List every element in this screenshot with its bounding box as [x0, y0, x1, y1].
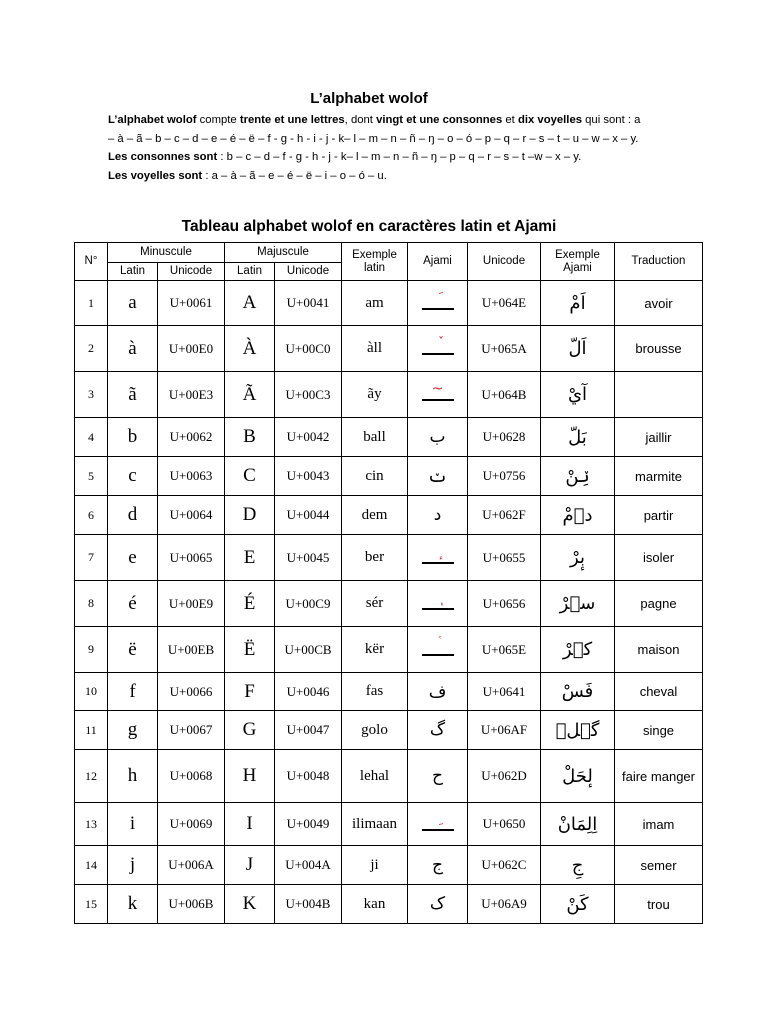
example-ajami: [541, 535, 615, 581]
majuscule-letter: K: [225, 885, 275, 924]
example-latin: golo: [342, 711, 408, 750]
intro-text-4: qui sont : a – à – ã – b – c – d – e – é – ë – f - g - h - i - j - k– l – m – n – ñ – ŋ – o – ó – p – q – r – s – t – u – w – x – y.: [108, 114, 641, 145]
ajami-baseline: [422, 654, 454, 656]
example-latin: ãy: [342, 372, 408, 418]
row-number: 4: [75, 418, 108, 457]
ajami-unicode: U+0650: [468, 803, 541, 846]
example-ajami-word: بٕرْ: [570, 547, 585, 568]
consonants-label: Les consonnes sont: [108, 151, 218, 163]
row-number: 5: [75, 457, 108, 496]
example-ajami-word: بَلّ: [568, 426, 587, 448]
header-row-1: [75, 243, 703, 263]
table-row: [75, 326, 703, 372]
example-ajami-word: فَسْ: [561, 681, 594, 702]
row-number: 1: [75, 281, 108, 326]
intro-bold-3: vingt et une consonnes: [376, 114, 503, 126]
alphabet-table: [74, 242, 703, 924]
ajami-glyph: [422, 333, 454, 359]
col-header-ajami: Ajami: [408, 243, 468, 281]
ajami-character: [408, 418, 468, 457]
minuscule-unicode: U+00EB: [158, 627, 225, 673]
majuscule-letter: J: [225, 846, 275, 885]
col-header-exemple-ajami: Exemple Ajami: [541, 243, 615, 281]
example-latin: lehal: [342, 750, 408, 803]
example-ajami: [541, 627, 615, 673]
minuscule-unicode: U+0065: [158, 535, 225, 581]
ajami-glyph: ح: [432, 766, 443, 786]
ajami-diacritic: [422, 335, 454, 351]
example-ajami-word: کَنْ: [566, 893, 589, 915]
example-ajami: [541, 281, 615, 326]
minuscule-letter: i: [108, 803, 158, 846]
vowels-list: : a – à – ã – e – é – ë – i – o – ó – u.: [202, 169, 387, 182]
ajami-baseline: [422, 399, 454, 401]
table-row: [75, 418, 703, 457]
ajami-glyph: [422, 542, 454, 568]
ajami-character: [408, 885, 468, 924]
ajami-diacritic: [422, 590, 454, 606]
table-row: [75, 803, 703, 846]
translation: isoler: [615, 535, 703, 581]
ajami-glyph: [422, 588, 454, 614]
row-number: 9: [75, 627, 108, 673]
ajami-character: [408, 711, 468, 750]
minuscule-letter: g: [108, 711, 158, 750]
example-ajami: [541, 372, 615, 418]
ajami-diacritic: [422, 290, 454, 306]
minuscule-unicode: U+00E9: [158, 581, 225, 627]
row-number: 8: [75, 581, 108, 627]
majuscule-letter: G: [225, 711, 275, 750]
table-row: [75, 535, 703, 581]
minuscule-letter: ë: [108, 627, 158, 673]
example-latin: ber: [342, 535, 408, 581]
translation: partir: [615, 496, 703, 535]
ajami-baseline: [422, 562, 454, 564]
translation: marmite: [615, 457, 703, 496]
example-ajami: [541, 885, 615, 924]
ajami-unicode: U+0641: [468, 673, 541, 711]
row-number: 14: [75, 846, 108, 885]
majuscule-unicode: U+0044: [275, 496, 342, 535]
row-number: 6: [75, 496, 108, 535]
ajami-unicode: U+0655: [468, 535, 541, 581]
ajami-unicode: U+065E: [468, 627, 541, 673]
table-row: [75, 750, 703, 803]
ajami-diacritic: [422, 544, 454, 560]
col-header-majuscule: Majuscule: [225, 243, 342, 263]
ajami-character: [408, 535, 468, 581]
example-latin: dem: [342, 496, 408, 535]
majuscule-letter: À: [225, 326, 275, 372]
ajami-unicode: U+0656: [468, 581, 541, 627]
majuscule-unicode: U+0049: [275, 803, 342, 846]
example-ajami-word: دٜمْ: [562, 504, 593, 526]
ajami-character: [408, 627, 468, 673]
example-ajami: [541, 711, 615, 750]
majuscule-unicode: U+0046: [275, 673, 342, 711]
table-row: [75, 673, 703, 711]
minuscule-unicode: U+0067: [158, 711, 225, 750]
col-header-maj-unicode: Unicode: [275, 263, 342, 281]
minuscule-unicode: U+0062: [158, 418, 225, 457]
minuscule-letter: c: [108, 457, 158, 496]
intro-paragraph: [108, 111, 648, 148]
table-row: [75, 627, 703, 673]
example-ajami-word: اَمْ: [569, 292, 586, 314]
example-ajami: [541, 803, 615, 846]
ajami-character: [408, 846, 468, 885]
example-ajami-word: كٞرْ: [562, 639, 593, 660]
ajami-unicode: U+0756: [468, 457, 541, 496]
table-row: [75, 457, 703, 496]
translation: [615, 372, 703, 418]
ajami-glyph: ب: [429, 427, 446, 447]
minuscule-letter: f: [108, 673, 158, 711]
ajami-unicode: U+062C: [468, 846, 541, 885]
translation: pagne: [615, 581, 703, 627]
minuscule-unicode: U+006B: [158, 885, 225, 924]
majuscule-letter: D: [225, 496, 275, 535]
ajami-character: [408, 803, 468, 846]
ajami-baseline: [422, 829, 454, 831]
ajami-glyph: [422, 379, 454, 405]
consonants-line: [108, 148, 648, 167]
minuscule-letter: a: [108, 281, 158, 326]
majuscule-letter: É: [225, 581, 275, 627]
vowels-label: Les voyelles sont: [108, 169, 203, 182]
example-ajami-word: جِ: [571, 854, 584, 876]
example-latin: ilimaan: [342, 803, 408, 846]
example-ajami: [541, 326, 615, 372]
minuscule-unicode: U+0064: [158, 496, 225, 535]
example-latin: am: [342, 281, 408, 326]
ajami-character: [408, 581, 468, 627]
minuscule-letter: h: [108, 750, 158, 803]
majuscule-unicode: U+00CB: [275, 627, 342, 673]
ajami-unicode: U+065A: [468, 326, 541, 372]
majuscule-letter: B: [225, 418, 275, 457]
ajami-glyph: ج: [432, 855, 443, 875]
majuscule-unicode: U+0043: [275, 457, 342, 496]
minuscule-unicode: U+0068: [158, 750, 225, 803]
table-row: [75, 581, 703, 627]
minuscule-unicode: U+0066: [158, 673, 225, 711]
ajami-character: [408, 372, 468, 418]
col-header-minuscule: Minuscule: [108, 243, 225, 263]
minuscule-letter: é: [108, 581, 158, 627]
example-ajami-word: اَلّ: [568, 338, 587, 359]
row-number: 13: [75, 803, 108, 846]
row-number: 12: [75, 750, 108, 803]
ajami-glyph: گ: [429, 720, 446, 740]
col-header-maj-latin: Latin: [225, 263, 275, 281]
intro-bold-1: L’alphabet wolof: [108, 114, 197, 126]
translation: brousse: [615, 326, 703, 372]
table-body: [75, 281, 703, 924]
row-number: 15: [75, 885, 108, 924]
majuscule-letter: C: [225, 457, 275, 496]
translation: maison: [615, 627, 703, 673]
example-ajami-word: گٝلٝ: [555, 719, 600, 741]
minuscule-unicode: U+0061: [158, 281, 225, 326]
intro-text-3: et: [502, 114, 518, 126]
example-ajami: [541, 750, 615, 803]
example-ajami-word: اِلِمَانْ: [557, 813, 598, 835]
ajami-unicode: U+062D: [468, 750, 541, 803]
example-ajami-word: سٖرْ: [559, 593, 596, 614]
minuscule-letter: ã: [108, 372, 158, 418]
intro-text: [108, 111, 648, 185]
intro-text-2: , dont: [344, 114, 377, 126]
ajami-diacritic: [422, 811, 454, 827]
col-header-exemple-latin: Exemple latin: [342, 243, 408, 281]
example-latin: ball: [342, 418, 408, 457]
example-latin: cin: [342, 457, 408, 496]
majuscule-letter: F: [225, 673, 275, 711]
vowels-line: [108, 167, 648, 186]
majuscule-unicode: U+004B: [275, 885, 342, 924]
example-ajami: [541, 496, 615, 535]
majuscule-unicode: U+00C3: [275, 372, 342, 418]
example-latin: kër: [342, 627, 408, 673]
example-ajami-word: آيْ: [567, 384, 588, 405]
ajami-unicode: U+064B: [468, 372, 541, 418]
majuscule-unicode: U+00C0: [275, 326, 342, 372]
ajami-glyph: [422, 634, 454, 660]
minuscule-unicode: U+00E0: [158, 326, 225, 372]
page-title: L’alphabet wolof: [310, 90, 428, 107]
translation: trou: [615, 885, 703, 924]
majuscule-unicode: U+0041: [275, 281, 342, 326]
row-number: 3: [75, 372, 108, 418]
intro-text-1: compte: [196, 114, 240, 126]
ajami-character: [408, 496, 468, 535]
ajami-glyph: [422, 809, 454, 835]
minuscule-letter: k: [108, 885, 158, 924]
ajami-baseline: [422, 308, 454, 310]
row-number: 7: [75, 535, 108, 581]
minuscule-letter: b: [108, 418, 158, 457]
majuscule-unicode: U+004A: [275, 846, 342, 885]
table-title: Tableau alphabet wolof en caractères latin et Ajami: [181, 218, 557, 235]
translation: singe: [615, 711, 703, 750]
example-latin: kan: [342, 885, 408, 924]
majuscule-unicode: U+00C9: [275, 581, 342, 627]
ajami-character: [408, 326, 468, 372]
translation: faire manger: [615, 750, 703, 803]
col-header-min-unicode: Unicode: [158, 263, 225, 281]
majuscule-letter: I: [225, 803, 275, 846]
example-ajami: [541, 457, 615, 496]
intro-bold-4: dix voyelles: [517, 114, 583, 126]
majuscule-unicode: U+0048: [275, 750, 342, 803]
intro-bold-2: trente et une lettres: [239, 114, 345, 126]
col-header-min-latin: Latin: [108, 263, 158, 281]
minuscule-letter: d: [108, 496, 158, 535]
example-latin: ji: [342, 846, 408, 885]
consonants-list: : b – c – d – f - g - h - j - k– l – m – n – ñ – ŋ – p – q – r – s – t –w – x – y.: [217, 151, 582, 163]
majuscule-unicode: U+0042: [275, 418, 342, 457]
example-ajami: [541, 673, 615, 711]
row-number: 11: [75, 711, 108, 750]
ajami-unicode: U+06A9: [468, 885, 541, 924]
majuscule-unicode: U+0047: [275, 711, 342, 750]
majuscule-unicode: U+0045: [275, 535, 342, 581]
ajami-unicode: U+06AF: [468, 711, 541, 750]
ajami-baseline: [422, 608, 454, 610]
minuscule-letter: e: [108, 535, 158, 581]
ajami-diacritic: [422, 636, 454, 652]
table-row: [75, 711, 703, 750]
minuscule-unicode: U+006A: [158, 846, 225, 885]
ajami-glyph: ف: [428, 681, 447, 702]
ajami-unicode: U+064E: [468, 281, 541, 326]
row-number: 2: [75, 326, 108, 372]
translation: imam: [615, 803, 703, 846]
ajami-unicode: U+0628: [468, 418, 541, 457]
minuscule-unicode: U+0063: [158, 457, 225, 496]
ajami-character: [408, 281, 468, 326]
ajami-glyph: ک: [429, 894, 446, 914]
ajami-character: [408, 750, 468, 803]
majuscule-letter: A: [225, 281, 275, 326]
example-ajami-word: ݖِنْ: [565, 465, 590, 487]
example-ajami-word: لٕحَلْ: [562, 765, 593, 787]
example-latin: sér: [342, 581, 408, 627]
ajami-glyph: د: [433, 505, 442, 525]
table-row: [75, 496, 703, 535]
example-ajami: [541, 581, 615, 627]
ajami-unicode: U+062F: [468, 496, 541, 535]
majuscule-letter: Ë: [225, 627, 275, 673]
ajami-baseline: [422, 353, 454, 355]
ajami-glyph: ݖ: [427, 466, 448, 487]
ajami-diacritic: ~: [431, 381, 444, 397]
minuscule-letter: à: [108, 326, 158, 372]
minuscule-unicode: U+0069: [158, 803, 225, 846]
table-row: [75, 372, 703, 418]
col-header-traduction: Traduction: [615, 243, 703, 281]
table-row: [75, 281, 703, 326]
table-row: [75, 846, 703, 885]
translation: semer: [615, 846, 703, 885]
ajami-character: [408, 457, 468, 496]
minuscule-letter: j: [108, 846, 158, 885]
minuscule-unicode: U+00E3: [158, 372, 225, 418]
translation: jaillir: [615, 418, 703, 457]
col-header-unicode-ajami: Unicode: [468, 243, 541, 281]
example-latin: àll: [342, 326, 408, 372]
example-latin: fas: [342, 673, 408, 711]
majuscule-letter: Ã: [225, 372, 275, 418]
table-row: [75, 885, 703, 924]
majuscule-letter: H: [225, 750, 275, 803]
ajami-glyph: [422, 288, 454, 314]
example-ajami: [541, 846, 615, 885]
majuscule-letter: E: [225, 535, 275, 581]
translation: cheval: [615, 673, 703, 711]
ajami-character: [408, 673, 468, 711]
row-number: 10: [75, 673, 108, 711]
col-header-num: N°: [75, 243, 108, 281]
translation: avoir: [615, 281, 703, 326]
example-ajami: [541, 418, 615, 457]
